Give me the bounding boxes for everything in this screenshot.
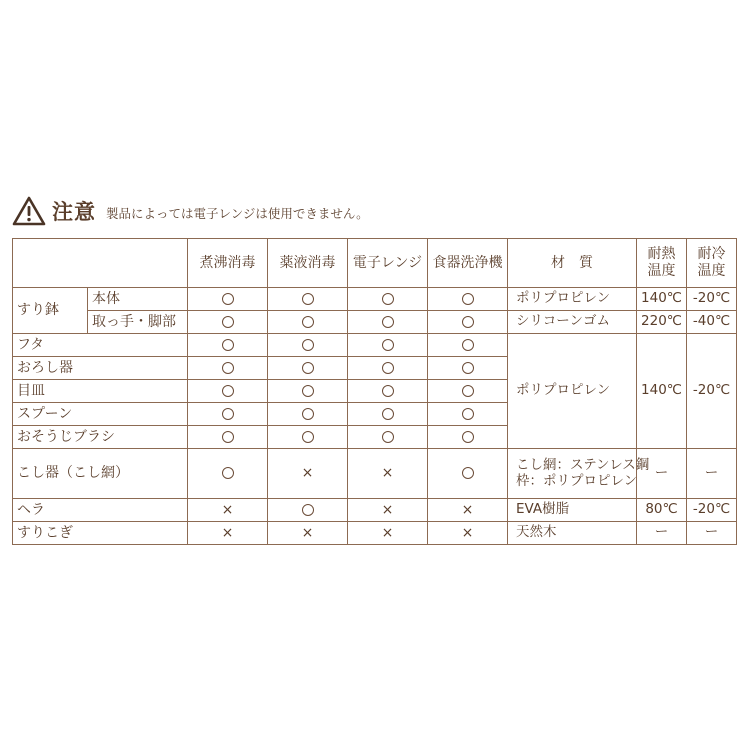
caution-note: 製品によっては電子レンジは使用できません。: [106, 205, 369, 221]
ok-mark: [462, 293, 474, 305]
row-heat: 220℃: [637, 311, 687, 334]
ok-mark: [222, 385, 234, 397]
ok-mark: [222, 316, 234, 328]
warning-triangle-icon: [12, 196, 46, 226]
ok-mark: [302, 293, 314, 305]
compatibility-table: [12, 238, 737, 545]
ok-mark: [222, 293, 234, 305]
row-cold-merged: -20℃: [687, 334, 737, 449]
table-row: [13, 288, 737, 311]
table-row: [13, 499, 737, 522]
ok-mark: [222, 467, 234, 479]
ok-mark: [462, 339, 474, 351]
ok-mark: [222, 362, 234, 374]
ok-mark: [302, 431, 314, 443]
ok-mark: [462, 467, 474, 479]
row-material: こし網：ステンレス鋼 枠：ポリプロピレン: [508, 449, 637, 499]
ok-mark: [382, 316, 394, 328]
header-heat: 耐熱 温度: [637, 239, 687, 288]
row-cold: -20℃: [687, 499, 737, 522]
row-material: シリコーンゴム: [508, 311, 637, 334]
ok-mark: [302, 408, 314, 420]
ok-mark: [302, 385, 314, 397]
ok-mark: [382, 408, 394, 420]
ng-mark: ×: [381, 501, 394, 518]
ng-mark: ×: [301, 465, 314, 482]
ok-mark: [222, 431, 234, 443]
ok-mark: [382, 293, 394, 305]
ok-mark: [462, 431, 474, 443]
ok-mark: [462, 316, 474, 328]
header-chemical: 薬液消毒: [268, 239, 348, 288]
ok-mark: [302, 362, 314, 374]
ng-mark: ×: [381, 524, 394, 541]
row-name: フタ: [13, 334, 188, 357]
ok-mark: [302, 339, 314, 351]
row-name: こし器（こし網）: [13, 449, 188, 499]
ok-mark: [222, 339, 234, 351]
ng-mark: ×: [461, 524, 474, 541]
ok-mark: [302, 504, 314, 516]
ok-mark: [382, 385, 394, 397]
table-row: [13, 522, 737, 545]
row-group-label: すり鉢: [13, 288, 88, 334]
ng-mark: ×: [381, 465, 394, 482]
row-cold: ー: [687, 449, 737, 499]
table-row: [13, 334, 737, 357]
header-boil: 煮沸消毒: [188, 239, 268, 288]
ok-mark: [462, 385, 474, 397]
row-name: スプーン: [13, 403, 188, 426]
row-heat: 140℃: [637, 288, 687, 311]
header-dishwasher: 食器洗浄機: [428, 239, 508, 288]
ng-mark: ×: [221, 501, 234, 518]
row-material: 天然木: [508, 522, 637, 545]
table-row: [13, 311, 737, 334]
ok-mark: [382, 362, 394, 374]
ok-mark: [382, 431, 394, 443]
ng-mark: ×: [301, 524, 314, 541]
ok-mark: [302, 316, 314, 328]
row-material: EVA樹脂: [508, 499, 637, 522]
row-heat: ー: [637, 449, 687, 499]
header-microwave: 電子レンジ: [348, 239, 428, 288]
row-cold: -40℃: [687, 311, 737, 334]
header-blank: [13, 239, 188, 288]
header-material: 材 質: [508, 239, 637, 288]
row-cold: -20℃: [687, 288, 737, 311]
ok-mark: [382, 339, 394, 351]
row-name: おろし器: [13, 357, 188, 380]
row-name: 本体: [88, 288, 188, 311]
ok-mark: [222, 408, 234, 420]
row-material-merged: ポリプロピレン: [508, 334, 637, 449]
row-cold: ー: [687, 522, 737, 545]
row-name: すりこぎ: [13, 522, 188, 545]
row-name: おそうじブラシ: [13, 426, 188, 449]
header-cold: 耐冷 温度: [687, 239, 737, 288]
table-row: [13, 449, 737, 499]
row-heat: ー: [637, 522, 687, 545]
ng-mark: ×: [461, 501, 474, 518]
row-heat: 80℃: [637, 499, 687, 522]
header-row: [13, 239, 737, 288]
row-material: ポリプロピレン: [508, 288, 637, 311]
ok-mark: [462, 408, 474, 420]
row-name: 取っ手・脚部: [88, 311, 188, 334]
caution-title: 注意: [52, 200, 96, 224]
caution-header: [12, 196, 369, 226]
row-name: 目皿: [13, 380, 188, 403]
ng-mark: ×: [221, 524, 234, 541]
ok-mark: [462, 362, 474, 374]
row-name: ヘラ: [13, 499, 188, 522]
row-heat-merged: 140℃: [637, 334, 687, 449]
